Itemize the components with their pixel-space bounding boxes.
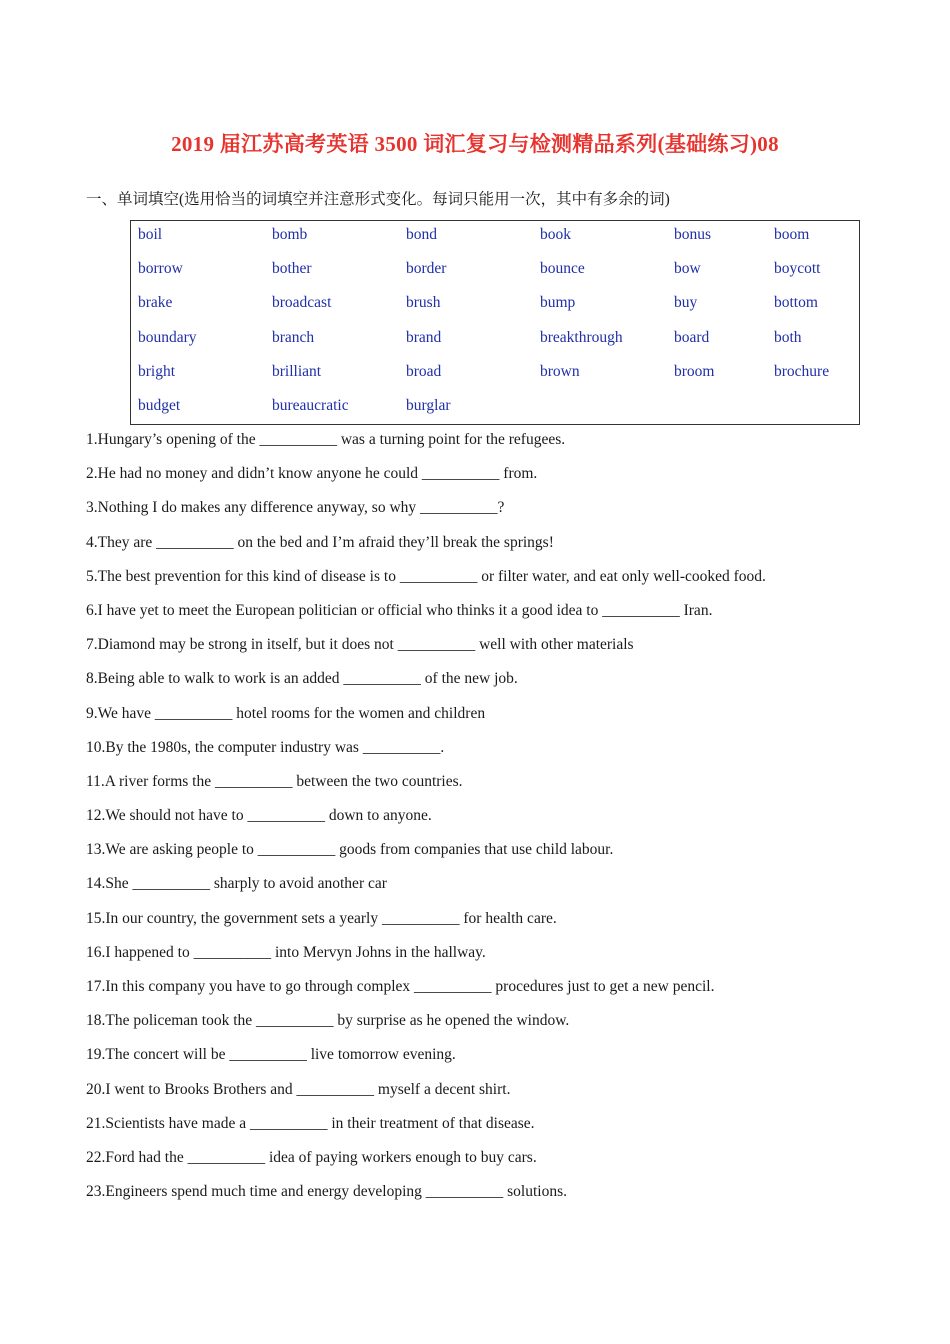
- question-list: [86, 429, 766, 1215]
- page-title: 2019 届江苏高考英语 3500 词汇复习与检测精品系列(基础练习)08: [171, 132, 779, 156]
- word-bank-box: [130, 220, 860, 425]
- question-item: 15.In our country, the government sets a yearly __________ for health care.: [86, 909, 557, 927]
- question-item: 11.A river forms the __________ between the two countries.: [86, 772, 463, 790]
- word-bank-item: brake: [138, 294, 173, 312]
- word-bank-item: breakthrough: [540, 328, 623, 346]
- word-bank-item: budget: [138, 396, 181, 414]
- word-bank-item: boom: [774, 226, 810, 243]
- question-item: 20.I went to Brooks Brothers and __________ myself a decent shirt.: [86, 1080, 511, 1098]
- word-bank-item: book: [540, 226, 571, 243]
- word-bank-item: bottom: [774, 294, 818, 312]
- word-bank-item: broadcast: [272, 294, 332, 312]
- question-item: 4.They are __________ on the bed and I’m afraid they’ll break the springs!: [86, 533, 554, 551]
- word-bank-item: bother: [272, 260, 312, 278]
- word-bank-grid: [138, 224, 864, 429]
- question-item: 2.He had no money and didn’t know anyone he could __________ from.: [86, 465, 538, 483]
- word-bank-item: bump: [540, 294, 576, 312]
- question-item: 21.Scientists have made a __________ in their treatment of that disease.: [86, 1114, 535, 1132]
- word-bank-item: boycott: [774, 260, 821, 278]
- question-item: 16.I happened to __________ into Mervyn Johns in the hallway.: [86, 943, 486, 961]
- question-item: 6.I have yet to meet the European politician or official who thinks it a good idea to __________ Iran.: [86, 601, 713, 619]
- question-item: 3.Nothing I do makes any difference anyway, so why __________?: [86, 499, 505, 517]
- word-bank-item: borrow: [138, 260, 183, 278]
- word-bank-item: border: [406, 260, 447, 278]
- word-bank-item: brown: [540, 362, 580, 380]
- word-bank-item: branch: [272, 328, 315, 346]
- word-bank-item: boundary: [138, 328, 197, 346]
- word-bank-item: bonus: [674, 226, 712, 243]
- word-bank-item: buy: [674, 294, 698, 312]
- question-item: 18.The policeman took the __________ by surprise as he opened the window.: [86, 1012, 570, 1030]
- question-item: 17.In this company you have to go through complex __________ procedures just to get a new pencil.: [86, 978, 715, 995]
- word-bank-item: brochure: [774, 362, 830, 380]
- word-bank-item: bow: [674, 260, 701, 278]
- word-bank-item: bomb: [272, 226, 308, 243]
- word-bank-item: broad: [406, 362, 442, 380]
- question-item: 8.Being able to walk to work is an added __________ of the new job.: [86, 670, 518, 688]
- word-bank-item: bureaucratic: [272, 396, 349, 414]
- word-bank-item: brilliant: [272, 362, 322, 380]
- word-bank-item: brand: [406, 328, 442, 346]
- word-bank-item: bond: [406, 226, 437, 243]
- question-item: 12.We should not have to __________ down to anyone.: [86, 807, 432, 825]
- question-item: 22.Ford had the __________ idea of paying workers enough to buy cars.: [86, 1148, 537, 1166]
- section-heading: 一、单词填空(选用恰当的词填空并注意形式变化。每词只能用一次，其中有多余的词): [86, 191, 670, 208]
- word-bank-item: broom: [674, 362, 715, 380]
- question-item: 23.Engineers spend much time and energy developing __________ solutions.: [86, 1183, 567, 1201]
- question-item: 13.We are asking people to __________ goods from companies that use child labour.: [86, 841, 614, 859]
- question-item: 14.She __________ sharply to avoid another car: [86, 875, 387, 893]
- word-bank-item: boil: [138, 226, 163, 243]
- question-item: 19.The concert will be __________ live tomorrow evening.: [86, 1046, 456, 1064]
- word-bank-item: board: [674, 328, 710, 346]
- word-bank-item: bounce: [540, 260, 585, 278]
- question-item: 7.Diamond may be strong in itself, but it does not __________ well with other materials: [86, 636, 634, 654]
- question-item: 5.The best prevention for this kind of disease is to __________ or filter water, and eat only well-cooked food.: [86, 567, 766, 585]
- word-bank-item: bright: [138, 362, 176, 380]
- word-bank-item: burglar: [406, 396, 451, 414]
- question-item: 9.We have __________ hotel rooms for the women and children: [86, 704, 486, 722]
- word-bank-item: brush: [406, 294, 441, 312]
- question-item: 1.Hungary’s opening of the __________ was a turning point for the refugees.: [86, 431, 566, 448]
- word-bank-item: both: [774, 328, 802, 346]
- question-item: 10.By the 1980s, the computer industry was __________.: [86, 738, 445, 756]
